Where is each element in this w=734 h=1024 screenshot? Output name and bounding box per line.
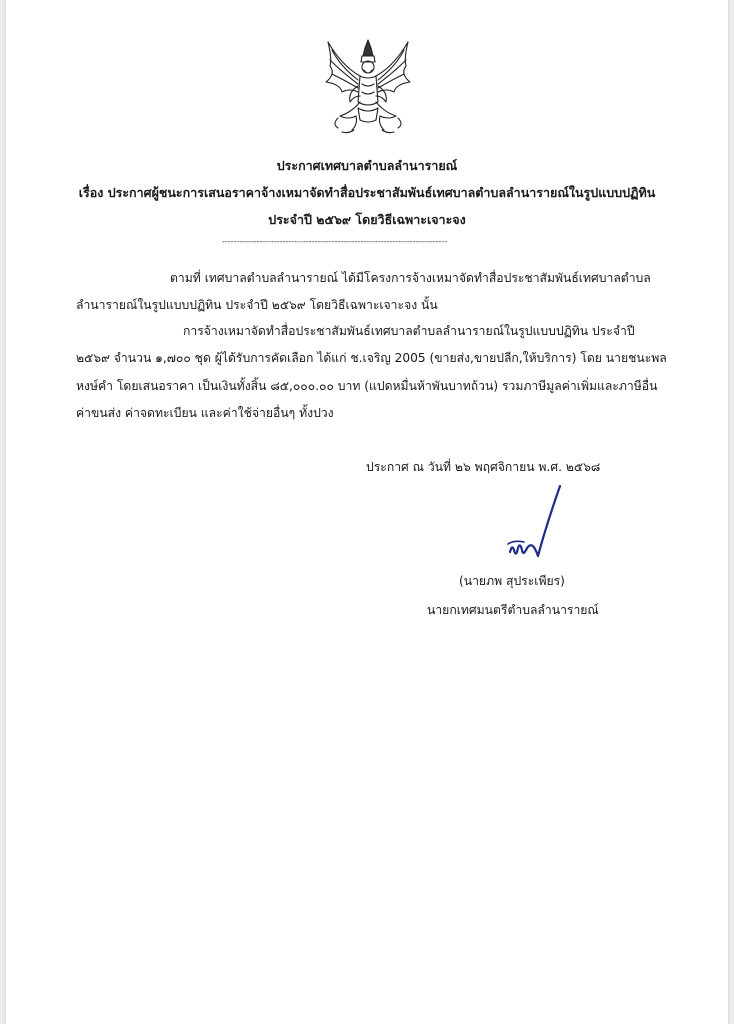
signer-title: นายกเทศมนตรีตำบลลำนารายณ์ xyxy=(427,603,599,617)
body-paragraph-2-line-2: ๒๕๖๙ จำนวน ๑,๗๐๐ ชุด ผู้ได้รับการคัดเลือก ได้แก่ ช.เจริญ 2005 (ขายส่ง,ขายปลีก,ให้บริการ) โดย นายชนะพล xyxy=(76,351,667,365)
announcement-org-title: ประกาศเทศบาลตำบลลำนารายณ์ xyxy=(276,158,458,173)
document-page xyxy=(6,0,728,1024)
signer-name: (นายภพ สุประเพียร) xyxy=(459,574,565,588)
garuda-emblem-icon xyxy=(318,36,418,142)
announcement-year-method: ประจำปี ๒๕๖๙ โดยวิธีเฉพาะเจาะจง xyxy=(268,212,466,227)
body-paragraph-2-line-4: ค่าขนส่ง ค่าจดทะเบียน และค่าใช้จ่ายอื่นๆ ทั้งปวง xyxy=(76,406,334,420)
separator-line: ------------------------------------------------------------------------------ xyxy=(222,237,448,246)
body-paragraph-2-line-3: หงษ์คำ โดยเสนอราคา เป็นเงินทั้งสิ้น ๘๕,๐๐๐.๐๐ บาท (แปดหมื่นห้าพันบาทถ้วน) รวมภาษีมูลค่าเพิ่มและภาษีอื่น xyxy=(76,379,658,393)
body-paragraph-2-line-1: การจ้างเหมาจัดทำสื่อประชาสัมพันธ์เทศบาลตำบลลำนารายณ์ในรูปแบบปฏิทิน ประจำปี xyxy=(183,324,635,338)
handwritten-signature xyxy=(502,480,572,566)
announcement-date: ประกาศ ณ วันที่ ๒๖ พฤศจิกายน พ.ศ. ๒๕๖๘ xyxy=(366,460,601,474)
announcement-subject: เรื่อง ประกาศผู้ชนะการเสนอราคาจ้างเหมาจัดทำสื่อประชาสัมพันธ์เทศบาลตำบลลำนารายณ์ในรูปแบบปฏิทิน xyxy=(78,185,656,200)
body-paragraph-1-line-2: ลำนารายณ์ในรูปแบบปฏิทิน ประจำปี ๒๕๖๙ โดยวิธีเฉพาะเจาะจง นั้น xyxy=(76,298,438,312)
body-paragraph-1-line-1: ตามที่ เทศบาลตำบลลำนารายณ์ ได้มีโครงการจ้างเหมาจัดทำสื่อประชาสัมพันธ์เทศบาลตำบล xyxy=(170,271,651,285)
